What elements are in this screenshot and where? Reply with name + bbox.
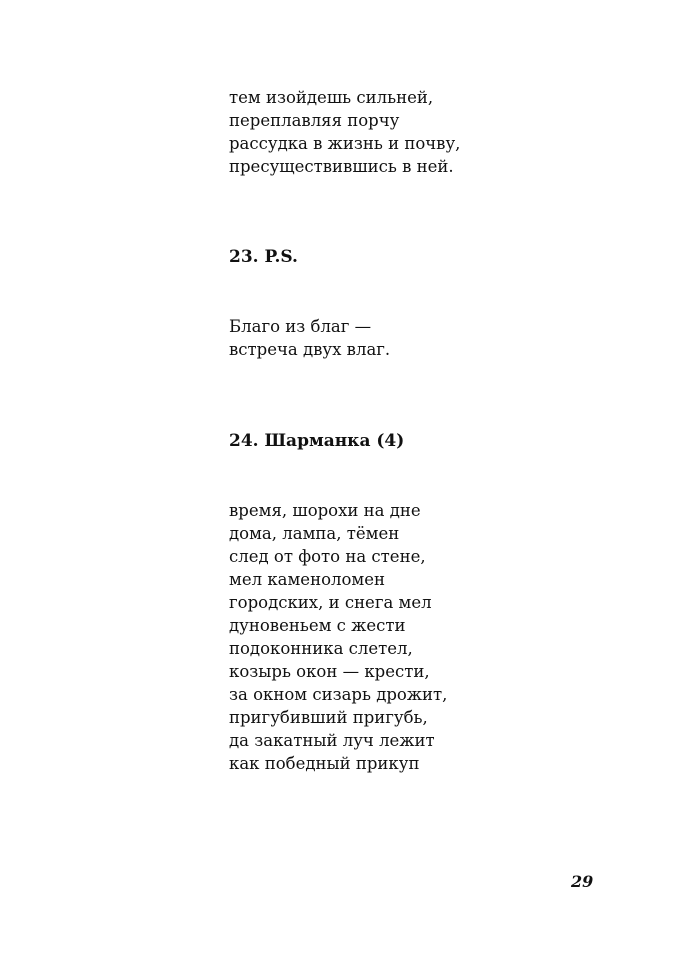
poem-line: встреча двух влаг. xyxy=(229,340,391,359)
poem-line: козырь окон — крести, xyxy=(229,662,430,681)
poem-line: рассудка в жизнь и почву, xyxy=(229,134,461,153)
poem-line: пригубивший пригубь, xyxy=(229,708,428,727)
poem-line: тем изойдешь сильней, xyxy=(229,88,434,107)
poem-line: за окном сизарь дрожит, xyxy=(229,685,448,704)
poem-23-title: 23. P.S. xyxy=(229,247,298,267)
page-number: 29 xyxy=(571,872,594,891)
poem-line: переплавляя порчу xyxy=(229,111,400,130)
poem-line: пресуществившись в ней. xyxy=(229,157,454,176)
poem-continuation-stanza xyxy=(229,86,460,178)
poem-line: след от фото на стене, xyxy=(229,547,426,566)
poem-line: мел каменоломен xyxy=(229,570,386,589)
poem-24-title: 24. Шарманка (4) xyxy=(229,431,405,451)
poem-line: да закатный луч лежит xyxy=(229,731,435,750)
poem-line: подоконника слетел, xyxy=(229,639,413,658)
poem-24-stanza xyxy=(229,499,447,775)
poem-line: дуновеньем с жести xyxy=(229,616,406,635)
poem-23-stanza xyxy=(229,315,390,361)
poem-line: как победный прикуп xyxy=(229,754,420,773)
poem-line: Благо из благ — xyxy=(229,317,372,336)
poem-line: дома, лампа, тёмен xyxy=(229,524,400,543)
poem-line: время, шорохи на дне xyxy=(229,501,421,520)
poem-line: городских, и снега мел xyxy=(229,593,432,612)
